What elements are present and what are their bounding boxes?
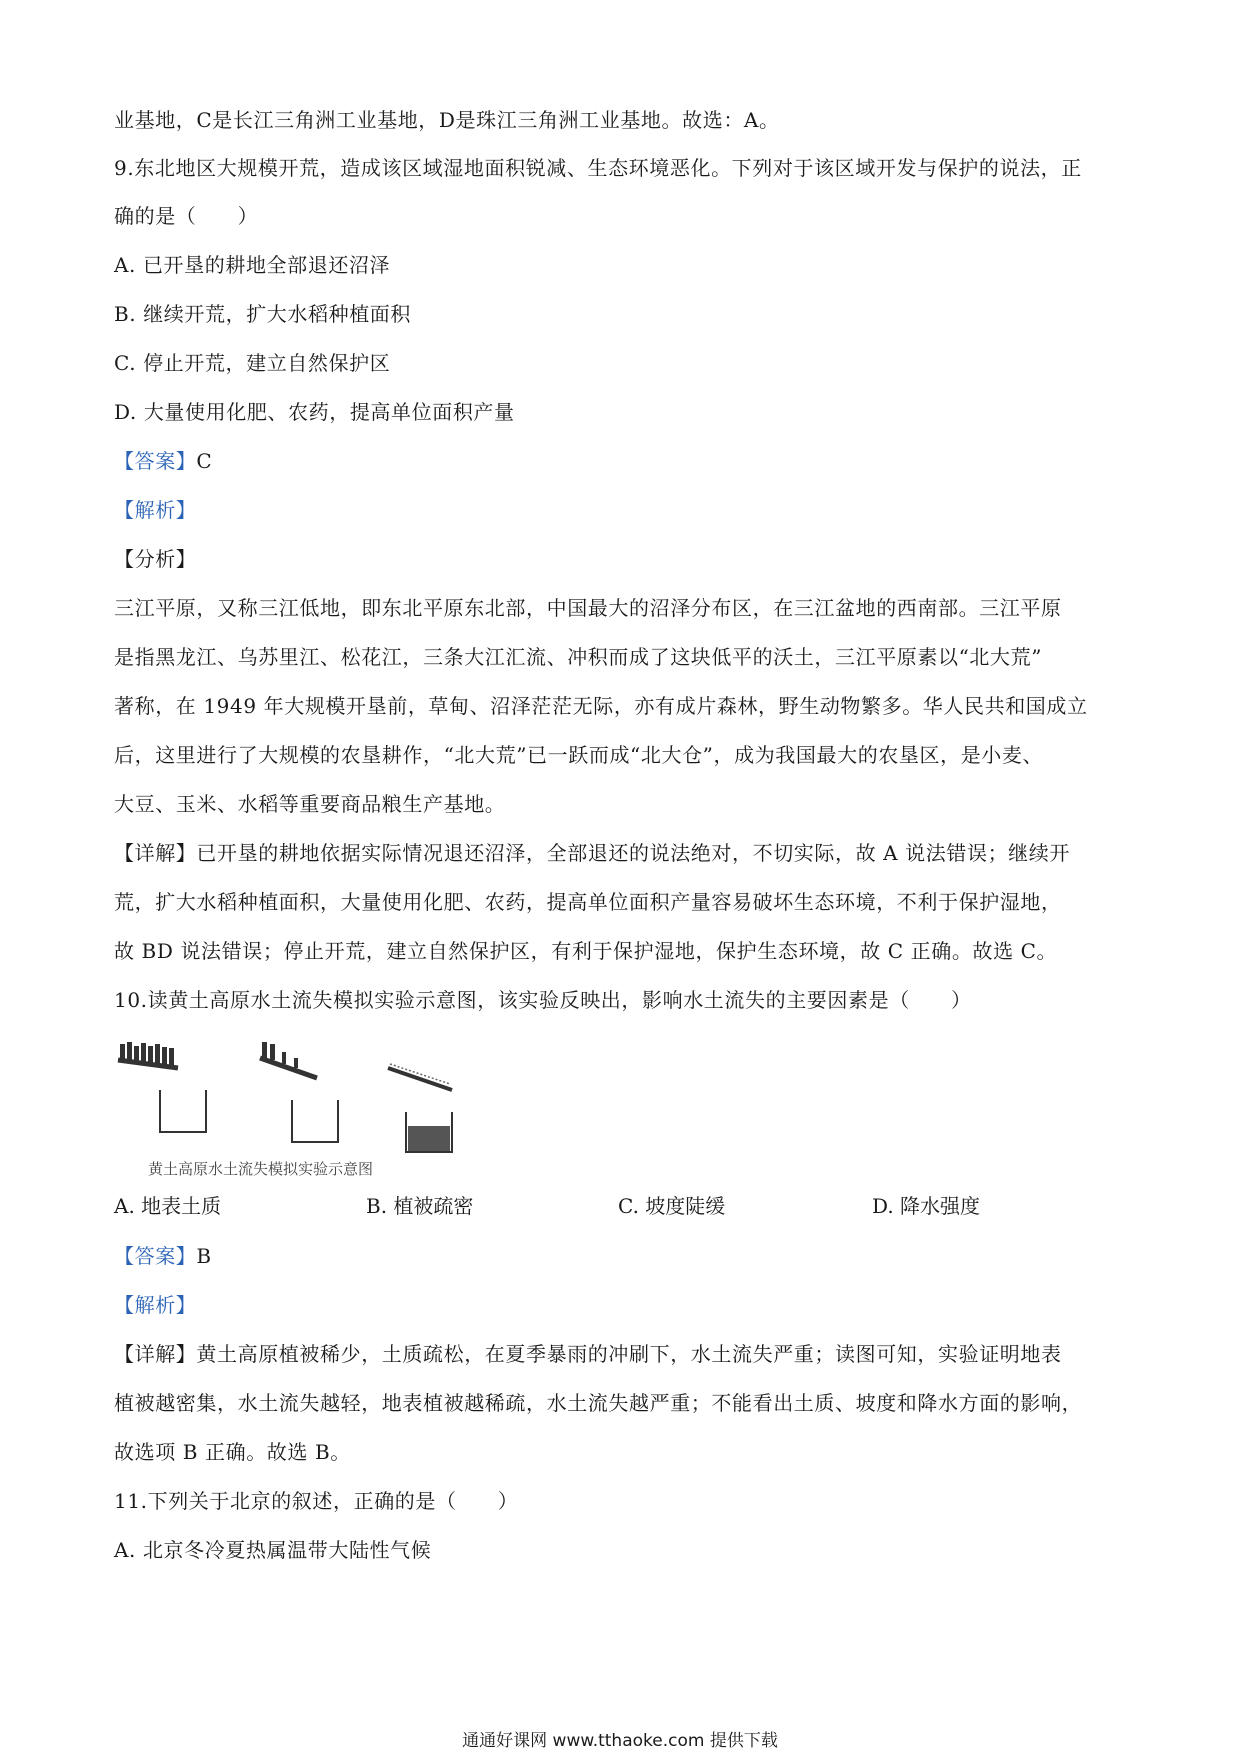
question-10-option-a: A. 地表土质 — [114, 1194, 222, 1218]
paragraph-line: 是指黑龙江、乌苏里江、松花江，三条大江汇流、冲积而成了这块低平的沃土，三江平原素以“北大荒” — [114, 645, 1043, 669]
text-line: 业基地，C是长江三角洲工业基地，D是珠江三角洲工业基地。故选：A。 — [114, 108, 780, 132]
explanation-line — [114, 839, 1070, 867]
explanation-line — [114, 1340, 1062, 1368]
fenxi-tag: 【分析】 — [114, 547, 197, 571]
explanation-line: 植被越密集，水土流失越轻，地表植被越稀疏，水土流失越严重；不能看出土质、坡度和降水方面的影响， — [114, 1391, 1083, 1415]
page-footer: 通通好课网 www.tthaoke.com 提供下载 — [462, 1731, 778, 1751]
detail-text: 黄土高原植被稀少，土质疏松，在夏季暴雨的冲刷下，水土流失严重；读图可知，实验证明地表 — [196, 1342, 1062, 1366]
analysis-tag: 【解析】 — [114, 1293, 197, 1317]
analysis-tag: 【解析】 — [114, 498, 197, 522]
setup-dense-vegetation — [118, 1042, 206, 1132]
setup-sparse-vegetation — [260, 1042, 338, 1142]
question-9-option-c: C. 停止开荒，建立自然保护区 — [114, 351, 391, 375]
question-10-option-d: D. 降水强度 — [872, 1194, 981, 1218]
explanation-line: 故 BD 说法错误；停止开荒，建立自然保护区，有利于保护湿地，保护生态环境，故 C 正确。故选 C。 — [114, 939, 1058, 963]
setup-bare-slope — [388, 1064, 452, 1152]
answer-tag: 【答案】 — [114, 449, 197, 473]
question-9-stem-cont: 确的是（ ） — [114, 204, 259, 228]
detail-tag: 【详解】 — [114, 841, 197, 865]
explanation-line: 荒，扩大水稻种植面积，大量使用化肥、农药，提高单位面积产量容易破坏生态环境，不利于保护湿地， — [114, 890, 1062, 914]
question-10-stem: 10.读黄土高原水土流失模拟实验示意图，该实验反映出，影响水土流失的主要因素是（ ） — [114, 988, 972, 1012]
answer-value: C — [196, 449, 213, 473]
question-11-stem: 11.下列关于北京的叙述，正确的是（ ） — [114, 1489, 519, 1513]
paragraph-line: 后，这里进行了大规模的农垦耕作，“北大荒”已一跃而成“北大仓”，成为我国最大的农垦区，是小麦、 — [114, 743, 1044, 767]
figure-caption: 黄土高原水土流失模拟实验示意图 — [148, 1160, 374, 1178]
paragraph-line: 大豆、玉米、水稻等重要商品粮生产基地。 — [114, 792, 506, 816]
paragraph-line: 三江平原，又称三江低地，即东北平原东北部，中国最大的沼泽分布区，在三江盆地的西南部。三江平原 — [114, 596, 1062, 620]
question-9-option-d: D. 大量使用化肥、农药，提高单位面积产量 — [114, 400, 515, 424]
question-9-stem: 9.东北地区大规模开荒，造成该区域湿地面积锐减、生态环境恶化。下列对于该区域开发与保护的说法，正 — [114, 156, 1082, 180]
question-10-answer — [114, 1242, 212, 1270]
detail-text: 已开垦的耕地依据实际情况退还沼泽，全部退还的说法绝对，不切实际，故 A 说法错误；继续开 — [196, 841, 1070, 865]
answer-value: B — [196, 1244, 212, 1268]
experiment-diagram — [112, 1030, 458, 1180]
question-11-option-a: A. 北京冬冷夏热属温带大陆性气候 — [114, 1538, 432, 1562]
detail-tag: 【详解】 — [114, 1342, 197, 1366]
question-9-option-b: B. 继续开荒，扩大水稻种植面积 — [114, 302, 412, 326]
question-9-option-a: A. 已开垦的耕地全部退还沼泽 — [114, 253, 391, 277]
question-9-answer — [114, 447, 212, 475]
soil-erosion-figure — [112, 1030, 458, 1180]
question-10-option-c: C. 坡度陡缓 — [618, 1194, 726, 1218]
answer-tag: 【答案】 — [114, 1244, 197, 1268]
question-10-option-b: B. 植被疏密 — [366, 1194, 474, 1218]
explanation-line: 故选项 B 正确。故选 B。 — [114, 1440, 351, 1464]
paragraph-line: 著称，在 1949 年大规模开垦前，草甸、沼泽茫茫无际，亦有成片森林，野生动物繁多。华人民共和国成立 — [114, 694, 1088, 718]
